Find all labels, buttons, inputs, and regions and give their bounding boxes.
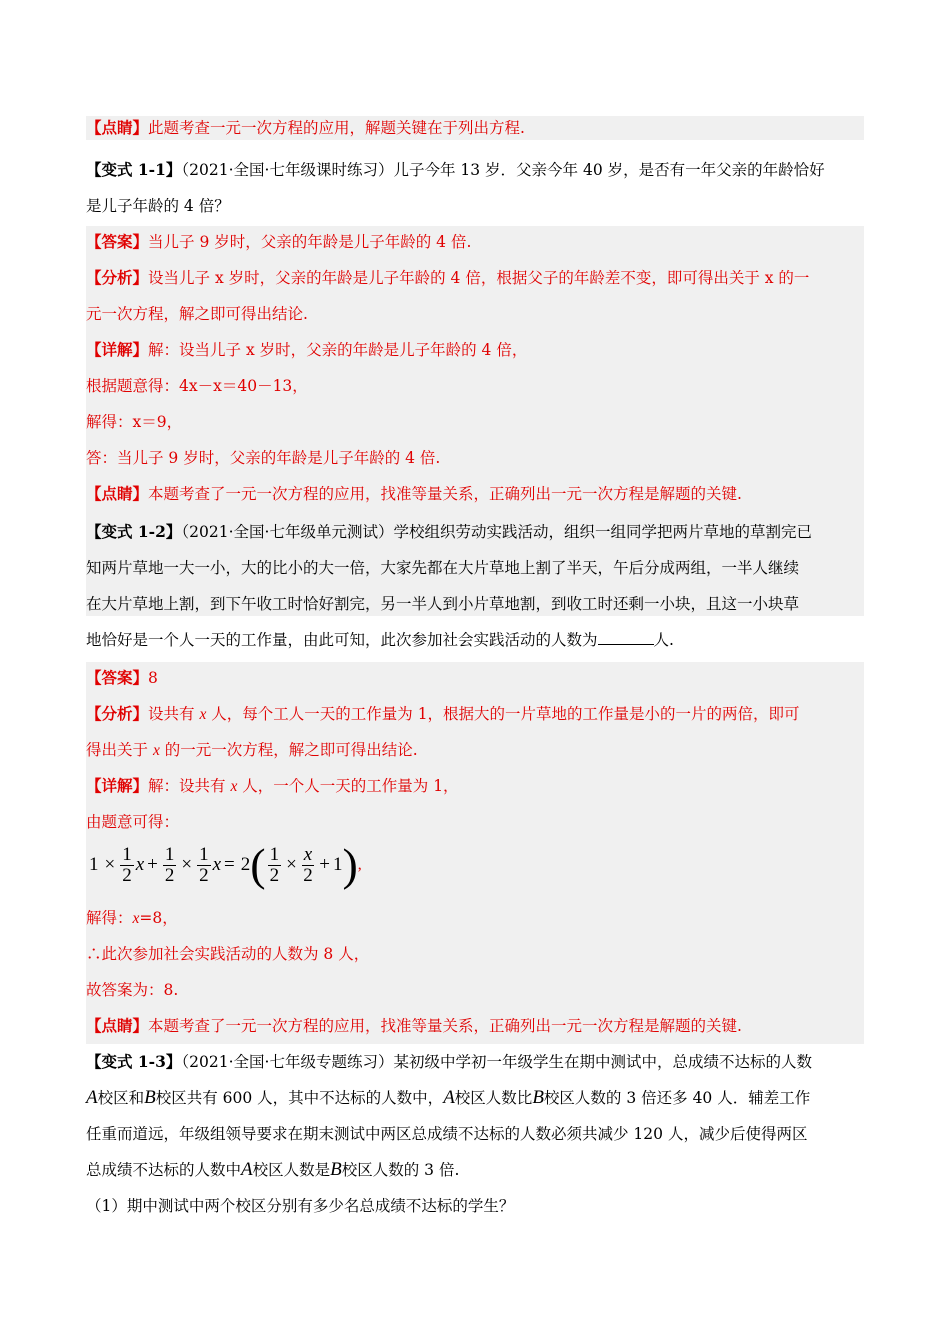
eq-frac-num: 1: [122, 843, 132, 865]
variant-1-3-question-line-1: [86, 1052, 812, 1072]
variant-1-2-tag: 【变式 1-2】: [86, 522, 182, 541]
campus-a: A: [86, 1087, 98, 1108]
variant-1-1-tag: 【变式 1-1】: [86, 160, 182, 179]
analysis-tag: 【分析】: [86, 704, 149, 723]
eq-times: ×: [181, 854, 193, 875]
answer-tag: 【答案】: [86, 668, 149, 687]
variable-x: x: [199, 706, 207, 723]
variant-1-2-detail-line-3: [86, 908, 178, 929]
detail-text: 解：设当儿子 x 岁时，父亲的年龄是儿子年龄的 4 倍，: [148, 341, 528, 359]
eq-one: 1: [89, 854, 99, 875]
campus-b: B: [532, 1087, 544, 1108]
equation: [86, 839, 362, 892]
variant-1-3-subquestion-1: （1）期中测试中两个校区分别有多少名总成绩不达标的学生？: [86, 1197, 515, 1215]
variant-1-2-question-text: （2021·全国·七年级单元测试）学校组织劳动实践活动，组织一组同学把两片草地的草割完已: [181, 523, 812, 541]
variant-1-2-answer: [86, 668, 158, 688]
eq-frac-den: 2: [122, 864, 132, 886]
text-segment: 校区人数的 3 倍还多 40 人．辅差工作: [543, 1089, 811, 1107]
eq-plus: +: [319, 854, 330, 875]
variant-1-1-analysis-line-2: 元一次方程，解之即可得出结论.: [86, 305, 308, 323]
variant-1-2-detail-line-5: 故答案为：8.: [86, 981, 179, 999]
eq-frac-4: [268, 845, 282, 886]
campus-a: A: [443, 1087, 455, 1108]
variant-1-2-analysis-line-2: [86, 740, 418, 761]
variant-1-3-question-line-2: [86, 1088, 810, 1108]
eq-frac-num: 1: [164, 843, 175, 865]
variant-1-2-detail-line-1: [86, 776, 459, 797]
point-note-text: 本题考查了一元一次方程的应用，找准等量关系，正确列出一元一次方程是解题的关键.: [148, 1017, 742, 1035]
question-text: 地恰好是一个人一天的工作量，由此可知，此次参加社会实践活动的人数为: [86, 631, 598, 649]
detail-text-a: 解得：: [86, 909, 133, 927]
analysis-text-a: 设共有: [148, 705, 200, 723]
point-note-tag: 【点睛】: [86, 118, 149, 137]
eq-frac-den: 2: [164, 864, 175, 886]
eq-one: 1: [332, 854, 343, 875]
eq-two: 2: [240, 854, 251, 875]
variant-1-1-answer: [86, 232, 471, 252]
point-note-line: [86, 116, 864, 140]
eq-right-paren: ): [342, 839, 358, 890]
variant-1-1-analysis-line-1: [86, 268, 809, 288]
text-segment: 校区和: [97, 1089, 145, 1107]
detail-tag: 【详解】: [86, 340, 149, 359]
variant-1-2-detail-line-4: ∴此次参加社会实践活动的人数为 8 人，: [86, 945, 370, 963]
variant-1-2-question-line-1: [86, 522, 812, 542]
eq-frac-2: [163, 845, 177, 886]
text-segment: 校区人数的 3 倍.: [341, 1161, 460, 1179]
text-segment: 校区人数是: [252, 1161, 331, 1179]
eq-frac-num: 1: [199, 843, 209, 865]
analysis-text-b: 人，每个工人一天的工作量为 1，根据大的一片草地的工作量是小的一片的两倍，即可: [206, 705, 800, 723]
variant-1-3-question-line-4: [86, 1160, 459, 1180]
variant-1-2-point-note: [86, 1016, 742, 1036]
variant-1-1-point-note: [86, 484, 742, 504]
eq-frac-den: 2: [303, 864, 313, 886]
point-note-tag: 【点睛】: [86, 484, 149, 503]
variant-1-1-question-text: （2021·全国·七年级课时练习）儿子今年 13 岁．父亲今年 40 岁，是否有一年父亲的年龄恰好: [181, 161, 825, 179]
eq-comma: ,: [357, 856, 362, 873]
question-suffix: 人.: [653, 631, 674, 649]
variant-1-3-question-line-3: 任重而道远，年级组领导要求在期末测试中两区总成绩不达标的人数必须共减少 120 人，减少后使得两区: [86, 1125, 808, 1143]
eq-times: ×: [286, 854, 297, 875]
variant-1-2-question-line-4: [86, 630, 674, 650]
variant-1-2-detail-line-2: 由题意可得：: [86, 813, 180, 831]
variant-1-1-detail-line-4: 答：当儿子 9 岁时，父亲的年龄是儿子年龄的 4 倍.: [86, 449, 441, 467]
analysis-text-b: 的一元一次方程，解之即可得出结论.: [159, 741, 418, 759]
answer-blank: [598, 630, 654, 645]
variant-1-1-detail-line-1: [86, 340, 527, 360]
detail-text-b: 人，一个人一天的工作量为 1，: [237, 777, 459, 795]
variant-1-1-question-line-2: 是儿子年龄的 4 倍？: [86, 197, 230, 215]
variant-1-1-detail-line-3: 解得：x＝9，: [86, 413, 183, 431]
analysis-text-a: 得出关于: [86, 741, 153, 759]
eq-frac-5: [302, 845, 314, 886]
variable-x: x: [230, 778, 238, 795]
text-segment: 校区共有 600 人，其中不达标的人数中，: [155, 1089, 444, 1107]
campus-a: A: [241, 1159, 253, 1180]
text-segment: 总成绩不达标的人数中: [86, 1161, 242, 1179]
eq-frac-num: 1: [269, 843, 280, 865]
eq-frac-1: [120, 845, 134, 886]
detail-text-b: =8，: [139, 909, 178, 927]
eq-frac-den: 2: [269, 864, 280, 886]
analysis-tag: 【分析】: [86, 268, 149, 287]
eq-plus: +: [147, 854, 158, 875]
eq-frac-3: [197, 845, 211, 886]
answer-text: 当儿子 9 岁时，父亲的年龄是儿子年龄的 4 倍.: [148, 233, 472, 251]
eq-equals: =: [224, 854, 235, 875]
answer-tag: 【答案】: [86, 232, 149, 251]
eq-x: x: [212, 854, 222, 875]
text-segment: 校区人数比: [454, 1089, 533, 1107]
variant-1-3-question-text: （2021·全国·七年级专题练习）某初级中学初一年级学生在期中测试中，总成绩不达标的人数: [181, 1053, 812, 1071]
variant-1-1-detail-line-2: 根据题意得：4x－x＝40－13，: [86, 377, 308, 395]
campus-b: B: [144, 1087, 156, 1108]
eq-x: x: [135, 854, 145, 875]
detail-tag: 【详解】: [86, 776, 149, 795]
variant-1-1-question-line-1: [86, 160, 825, 180]
eq-times: ×: [104, 854, 116, 875]
campus-b: B: [330, 1159, 342, 1180]
detail-text-a: 解：设共有: [148, 777, 231, 795]
variant-1-2-question-line-2: 知两片草地一大一小，大的比小的大一倍，大家先都在大片草地上割了半天，午后分成两组，一半人继续: [86, 559, 800, 577]
variant-1-3-tag: 【变式 1-3】: [86, 1052, 182, 1071]
eq-left-paren: (: [250, 839, 266, 890]
point-note-tag: 【点睛】: [86, 1016, 149, 1035]
variable-x: x: [132, 910, 140, 927]
variant-1-2-analysis-line-1: [86, 704, 800, 725]
analysis-text: 设当儿子 x 岁时，父亲的年龄是儿子年龄的 4 倍，根据父子的年龄差不变，即可得出关于 x 的一: [148, 269, 810, 287]
answer-text: 8: [148, 669, 158, 687]
point-note-text: 本题考查了一元一次方程的应用，找准等量关系，正确列出一元一次方程是解题的关键.: [148, 485, 742, 503]
variant-1-2-question-line-3: 在大片草地上割，到下午收工时恰好割完，另一半人到小片草地割，到收工时还剩一小块，且这一小块草: [86, 595, 800, 613]
point-note-text: 此题考查一元一次方程的应用，解题关键在于列出方程.: [148, 119, 525, 137]
eq-frac-num: x: [303, 843, 313, 865]
eq-frac-den: 2: [199, 864, 209, 886]
variable-x: x: [152, 742, 160, 759]
